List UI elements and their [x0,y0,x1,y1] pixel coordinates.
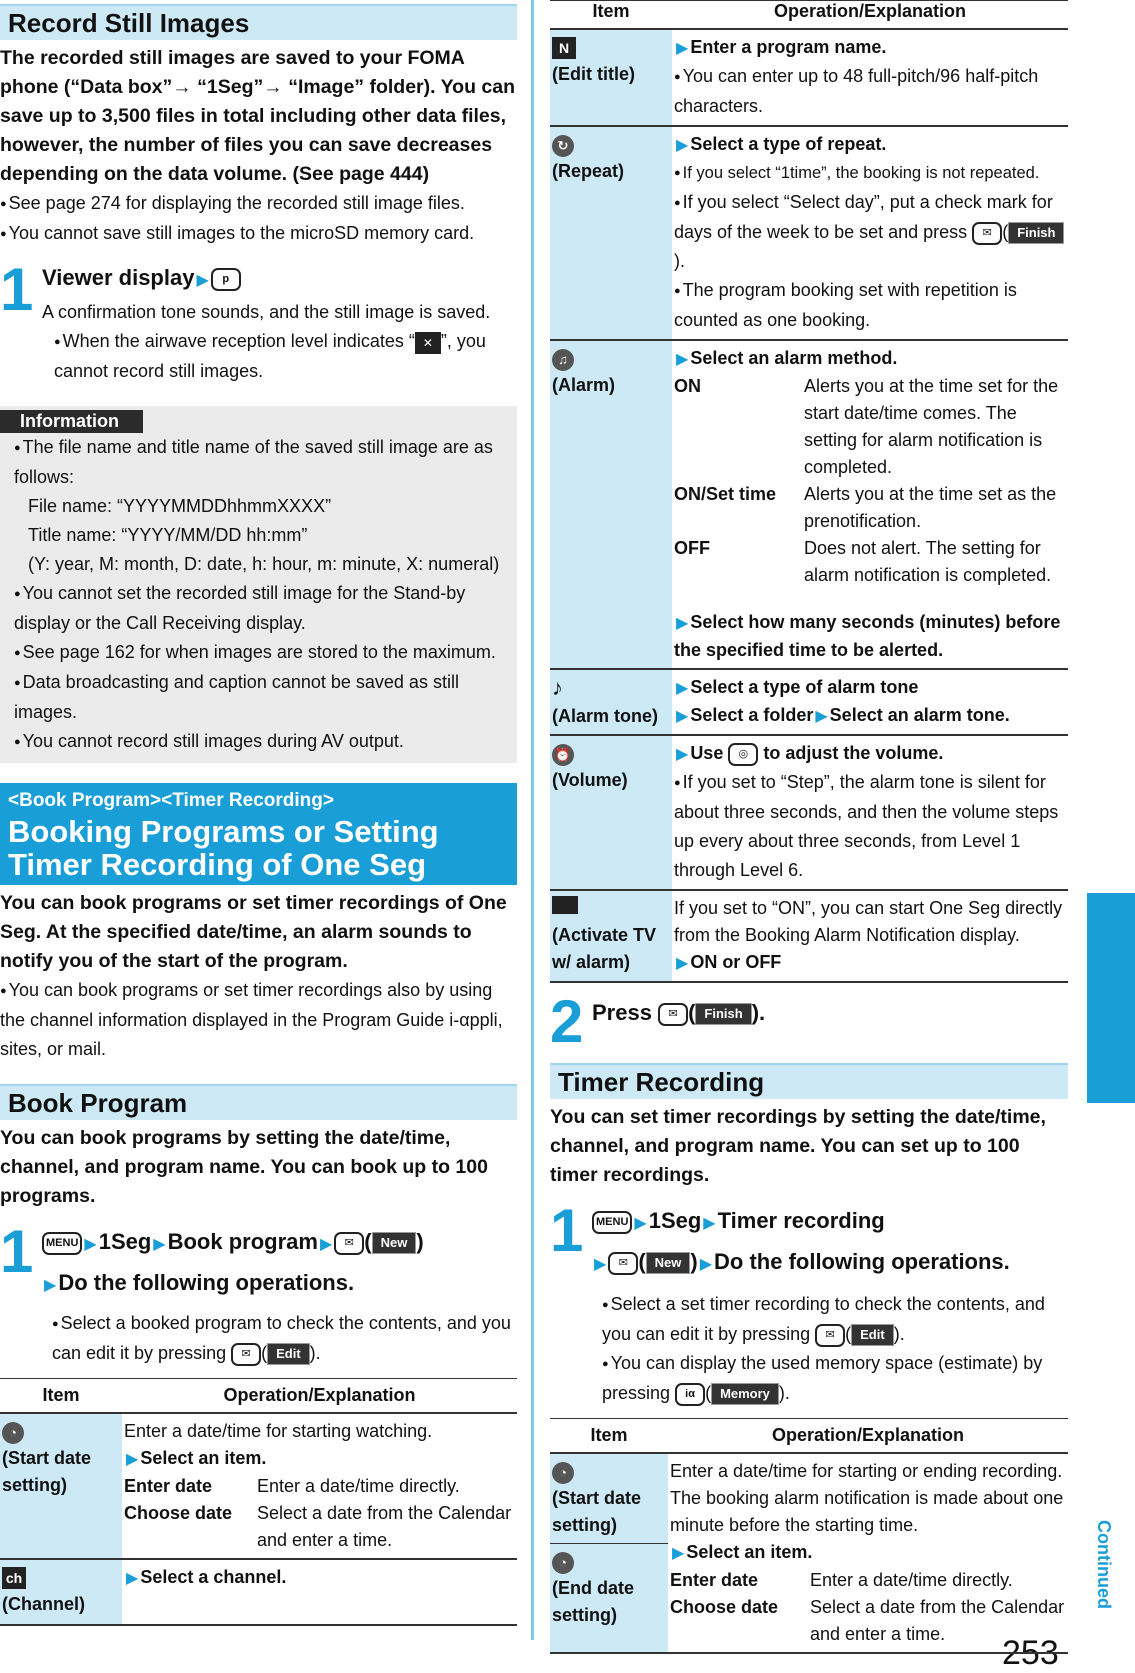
step-number: 2 [550,988,584,1055]
record-key-icon: p [211,268,241,291]
section-title-book-program: Book Program [0,1084,517,1120]
nav-book-program: Book program [167,1229,318,1254]
table-row: N (Edit title) ▶ Enter a program name. ● You can enter up to 48 full-pitch/96 half-pitch characters. [550,29,1068,126]
row-action: ON or OFF [690,952,782,972]
record-still-bullet: ● See page 274 for displaying the recorded still image files. [0,189,517,219]
def-term: ON [674,376,701,396]
info-line: File name: “YYYYMMDDhhmmXXXX” [28,496,332,516]
info-bullet: ● You cannot set the recorded still image for the Stand-by display or the Call Receiving display. [14,579,513,638]
table-row: ch (Channel) ▶ Select a channel. [0,1559,517,1625]
def-desc: Alerts you at the time set for the start date/time comes. The setting for alarm notification is completed. [804,376,1059,477]
row-item: (Edit title) [552,64,635,84]
step-1-viewer [0,256,517,386]
big-section-title-2: Timer Recording of One Seg [8,847,427,882]
mail-key-icon: ✉ [815,1324,845,1347]
def-desc: Enter a date/time directly. [257,1476,460,1496]
step-bullet: You can display the used memory space (estimate) by pressing [602,1353,1043,1403]
mail-key-icon: ✉ [231,1343,261,1366]
clock-icon: ◔ [552,1552,574,1574]
row-bullet: ● The program booking set with repetition is counted as one booking. [674,276,1066,335]
row-action: Select a type of alarm tone [690,677,919,697]
def-desc: Select a date from the Calendar and enter a time. [257,1503,512,1550]
no-signal-icon: ✕ [415,332,441,354]
row-action: Select an alarm method. [690,348,898,368]
step-bullet: When the airwave reception level indicates “ [62,331,415,351]
def-desc: Enter a date/time directly. [810,1570,1013,1590]
info-bullet: ● The file name and title name of the saved still image are as follows: [14,433,513,492]
step-head: Press [592,1000,652,1025]
i-appli-key-icon: iα [675,1383,705,1406]
edit-softkey: Edit [267,1343,310,1365]
row-action: Enter a program name. [690,37,887,57]
column-divider [531,0,534,1640]
row-action: Select an item. [686,1542,813,1562]
row-item: (Start date setting) [2,1448,92,1495]
step-text: A confirmation tone sounds, and the still image is saved. [42,302,491,322]
row-bullet: ● If you set to “Step”, the alarm tone is silent for about three seconds, and then the volume steps up every about three seconds, from Level 1 through Level 6. [674,768,1066,885]
col-op: Operation/Explanation [672,1,1068,30]
row-text: Enter a date/time for starting or ending recording. The booking alarm notification is made about one minute before the starting time. [670,1461,1064,1535]
def-term: Enter date [670,1570,759,1590]
book-program-table-cont [550,0,1068,983]
info-bullet: ● See page 162 for when images are stored to the maximum. [14,638,513,668]
step-1-timer: 1 MENU ▶1Seg ▶Timer recording ▶ ✉ ( New ) ▶Do the following operations. ● Select a set timer recording to check the contents, and you can edit it by pressing ✉ ( Edit ). ● You can display the used memory space (estimate) by pressing iα ( Memory ). [550,1202,1068,1408]
table-row: (Activate TV w/ alarm) If you set to “ON”, you can start One Seg directly from the Booking Alarm Notification display. ▶ ON or OFF [550,890,1068,982]
menu-key-icon: MENU [592,1211,632,1234]
def-term: Choose date [124,1503,233,1523]
music-note-icon: ♪ [552,675,563,700]
nav-timer-recording: Timer recording [717,1208,885,1233]
booking-bullet: ● You can book programs or set timer recordings also by using the channel information displayed in the Program Guide i-αppli, sites, or mail. [0,976,517,1064]
mail-key-icon: ✉ [658,1003,688,1026]
row-text: Enter a date/time for starting watching. [124,1421,433,1441]
table-row: ◔ (Start date setting) Enter a date/time for starting watching. ▶ Select an item. Enter date Enter a date/time directly. Choose date Select a date from the Calendar and enter a time. [0,1413,517,1559]
def-desc: Select a date from the Calendar and enter a time. [810,1597,1065,1644]
row-bullet: ● You can enter up to 48 full-pitch/96 half-pitch characters. [674,62,1066,121]
clock-icon: ◔ [552,1462,574,1484]
step-2-finish: 2 Press ✉ ( Finish ). [550,988,766,1055]
timer-recording-table [550,1418,1068,1654]
col-item: Item [0,1379,122,1414]
finish-softkey: Finish [1008,222,1064,244]
new-softkey: New [646,1252,691,1274]
big-section-header [0,783,517,885]
edit-softkey: Edit [851,1324,894,1346]
row-item: (Repeat) [552,161,625,181]
col-op: Operation/Explanation [668,1419,1068,1454]
step-number: 1 [0,256,34,323]
table-row: ↻ (Repeat) ▶ Select a type of repeat. ● If you select “1time”, the booking is not repeated. ● If you select “Select day”, put a check mark for days of the week to be set and press ✉ ( Finish). ● The program booking set with repetition is counted as one booking. [550,126,1068,340]
big-section-sub: <Book Program><Timer Recording> [8,790,334,811]
def-term: ON/Set time [674,484,777,504]
left-column [0,0,517,1626]
booking-intro: You can book programs or set timer recordings of One Seg. At the specified date/time, an alarm sounds to notify you of the start of the program. [0,892,507,972]
book-program-intro: You can book programs by setting the date/time, channel, and program name. You can book up to 100 programs. [0,1127,488,1207]
side-tab-label: One Seg [1092,900,1118,1001]
row-item: (Volume) [552,770,628,790]
clock-icon: ◔ [2,1422,24,1444]
info-bullet: ● Data broadcasting and caption cannot be saved as still images. [14,668,513,727]
record-still-bullet: ● You cannot save still images to the microSD memory card. [0,219,517,249]
row-bullet: ● If you select “1time”, the booking is not repeated. [674,159,1066,188]
table-row: ♫ (Alarm) ▶ Select an alarm method. ON Alerts you at the time set for the start date/time comes. The setting for alarm notification is completed. ON/Set time Alerts you at the time set as the prenotification. OFF Does not alert. The setting for alarm notification is completed. ▶ Select how many seconds (minutes) before the specified time to be alerted. [550,340,1068,669]
table-row: ♪ (Alarm tone) ▶ Select a type of alarm tone ▶ Select a folder ▶ Select an alarm tone. [550,669,1068,735]
row-action: Use [690,743,724,763]
book-program-table [0,1378,517,1626]
nav-key-icon: ◎ [728,743,758,766]
step-bullet-2: ”, you cannot record still images. [54,331,486,381]
step-number: 1 [0,1218,34,1285]
memory-softkey: Memory [711,1383,779,1405]
table-row: ◔ (Start date setting) ◔ (End date setting) Enter a date/time for starting or ending recording. The booking alarm notification is made about one minute before the starting time. ▶ Select an item. Enter date Enter a date/time directly. Choose date Select a date from the Calendar and enter a time. [550,1453,1068,1653]
section-title-timer-recording: Timer Recording [550,1063,1068,1099]
row-action: Select how many seconds (minutes) before the specified time to be alerted. [674,612,1061,660]
volume-clock-icon: ⏰ [552,744,574,766]
row-action: Select a folder [690,705,814,725]
timer-recording-intro: You can set timer recordings by setting the date/time, channel, and program name. You can set up to 100 timer recordings. [550,1106,1046,1186]
row-item: (Activate TV w/ alarm) [552,925,657,972]
new-softkey: New [372,1232,417,1254]
row-action: Select a type of repeat. [690,134,887,154]
row-action: Select an alarm tone. [829,705,1010,725]
arrow-icon: ▶ [196,272,209,289]
row-action: Select a channel. [140,1567,287,1587]
col-item: Item [550,1419,668,1454]
info-bullet: ● You cannot record still images during AV output. [14,727,513,757]
continued-label: Continued [1094,1520,1114,1609]
step-head: Viewer display [42,265,195,290]
def-term: OFF [674,538,710,558]
info-line: (Y: year, M: month, D: date, h: hour, m: minute, X: numeral) [28,554,500,574]
step-1-book-program: 1 MENU ▶1Seg ▶Book program ▶ ✉ ( New ) ▶Do the following operations. ● Select a booked program to check the contents, and you can edit it by pressing ✉ ( Edit ). [0,1223,517,1368]
repeat-icon: ↻ [552,135,574,157]
bell-icon: ♫ [552,349,574,371]
mail-key-icon: ✉ [608,1252,638,1275]
def-desc: Does not alert. The setting for alarm notification is completed. [804,538,1052,585]
information-box [0,406,517,763]
row-text: If you set to “ON”, you can start One Seg directly from the Booking Alarm Notification display. [674,898,1063,945]
step-bullet: Select a set timer recording to check the contents, and you can edit it by pressing [602,1294,1045,1344]
information-tag: Information [0,410,143,433]
row-item: (Start date setting) [552,1488,642,1535]
finish-softkey: Finish [695,1003,751,1025]
menu-key-icon: MENU [42,1232,82,1255]
big-section-title-1: Booking Programs or Setting [8,814,439,849]
row-action: Select an item. [140,1448,267,1468]
def-term: Choose date [670,1597,779,1617]
row-item: (Alarm tone) [552,706,659,726]
col-item: Item [550,1,672,30]
section-title-record-still: Record Still Images [0,4,517,40]
row-item: (Alarm) [552,375,616,395]
tv-icon [552,896,578,914]
table-row: ⏰ (Volume) ▶ Use ◎ to adjust the volume. ● If you set to “Step”, the alarm tone is silent for about three seconds, and then the volume steps up every about three seconds, from Level 1 through Level 6. [550,735,1068,890]
step-bullet: Select a booked program to check the contents, and you can edit it by pressing [52,1313,511,1363]
step-op: Do the following operations. [58,1270,355,1295]
channel-icon: ch [2,1567,26,1589]
nav-1seg: 1Seg [98,1229,152,1254]
row-item: (End date setting) [552,1578,635,1625]
record-still-intro: The recorded still images are saved to your FOMA phone (“Data box”→ “1Seg”→ “Image” folder). You can save up to 3,500 files in total including other data files, however, the number of files you can save decreases depending on the data volume. (See page 444) [0,47,516,185]
page-number: 253 [1002,1634,1059,1672]
row-item: (Channel) [2,1594,85,1614]
step-number: 1 [550,1197,584,1264]
right-column [550,0,1068,1654]
nav-1seg: 1Seg [648,1208,702,1233]
def-desc: Alerts you at the time set as the prenotification. [804,484,1057,531]
mail-key-icon: ✉ [972,222,1002,245]
info-line: Title name: “YYYY/MM/DD hh:mm” [28,525,308,545]
col-op: Operation/Explanation [122,1379,517,1414]
step-op: Do the following operations. [714,1249,1010,1274]
row-action: to adjust the volume. [763,743,944,763]
title-icon: N [552,37,576,59]
row-bullet: If you select “Select day”, put a check mark for days of the week to be set and press [674,192,1053,242]
mail-key-icon: ✉ [334,1232,364,1255]
def-term: Enter date [124,1476,213,1496]
